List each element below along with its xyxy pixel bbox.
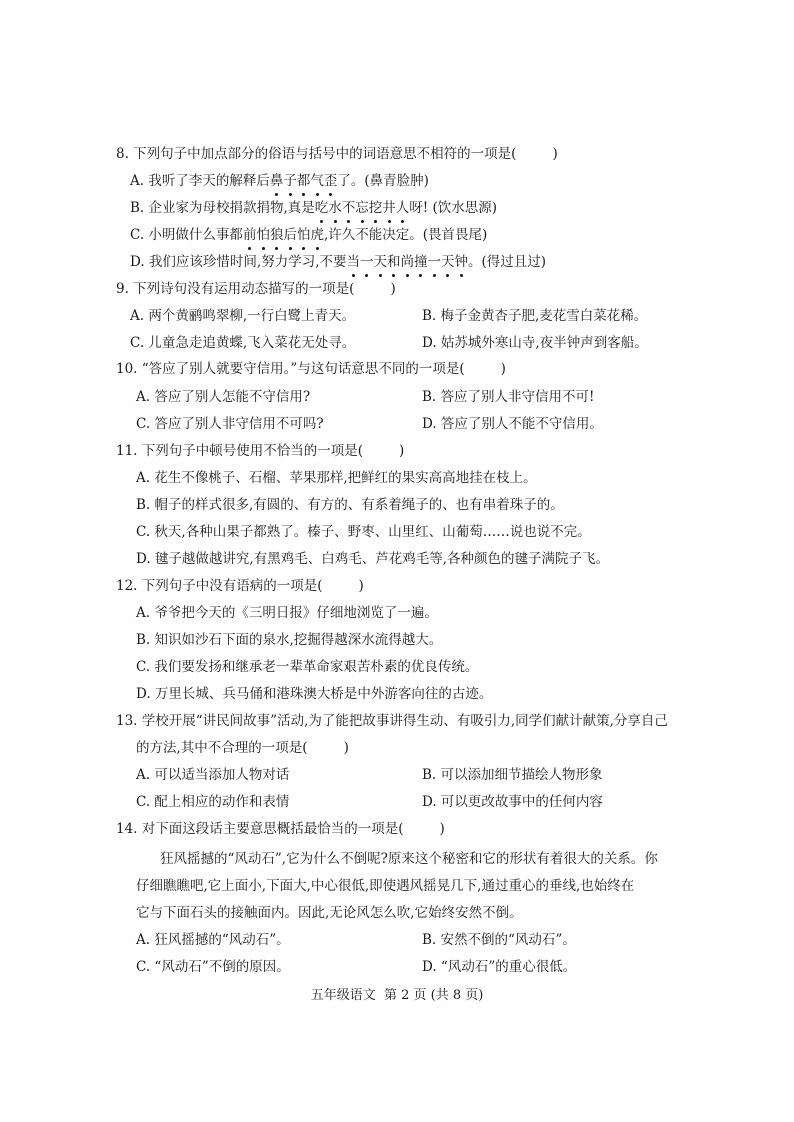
question-13-option-c: C. 配上相应的动作和表情 <box>136 794 290 810</box>
question-11-option-c: C. 秋天,各种山果子都熟了。榛子、野枣、山里红、山葡萄……说也说不完。 <box>136 524 591 540</box>
question-14-option-b: B. 安然不倒的“风动石”。 <box>422 932 576 948</box>
emphasis-char: 一 <box>360 254 374 270</box>
option-text: D. 我们应该珍惜时间,努力学习,不要 <box>130 254 347 270</box>
question-9-stem <box>116 279 396 299</box>
question-9-option-c: C. 儿童急走追黄蝶,飞入菜花无处寻。 <box>130 335 356 351</box>
question-11-option-d: D. 毽子越做越讲究,有黑鸡毛、白鸡毛、芦花鸡毛等,各种颜色的毽子满院子飞。 <box>136 551 610 567</box>
question-8-stem <box>116 144 558 164</box>
question-8-option-c <box>130 225 487 245</box>
question-11-stem <box>116 441 404 461</box>
question-14-text: 14. 对下面这段话主要意思概括最恰当的一项是( <box>116 821 404 837</box>
emphasis-char: 怕 <box>296 227 311 243</box>
question-9-text: 9. 下列诗句没有运用动态描写的一项是( <box>116 281 355 297</box>
question-9-option-d: D. 姑苏城外寒山寺,夜半钟声到客船。 <box>422 335 648 351</box>
question-8-text: 8. 下列句子中加点部分的俗语与括号中的词语意思不相符的一项是( <box>116 146 517 162</box>
dotted-phrase <box>270 173 338 189</box>
emphasis-char: 子 <box>283 173 297 189</box>
question-13-option-a: A. 可以适当添加人物对话 <box>136 767 290 783</box>
emphasis-char: 当 <box>346 254 361 270</box>
emphasis-char: 撞 <box>414 254 428 270</box>
answer-blank-12-close: ) <box>358 578 364 594</box>
question-12-option-b: B. 知识如沙石下面的泉水,挖掘得越深水流得越大。 <box>136 632 443 648</box>
emphasis-char: 天 <box>441 254 455 270</box>
emphasis-char: 井 <box>382 200 396 216</box>
question-13-stem-line2 <box>136 738 349 758</box>
question-10-option-b: B. 答应了别人非守信用不可! <box>422 389 595 405</box>
option-text: A. 我听了李天的解释后 <box>130 173 270 189</box>
emphasis-char: 钟 <box>454 254 469 270</box>
dotted-phrase <box>347 254 469 270</box>
question-10-option-c: C. 答应了别人非守信用不可吗? <box>136 416 324 432</box>
option-text: C. 小明做什么事都 <box>130 227 243 243</box>
option-text: ,许久不能决定。(畏首畏尾) <box>323 227 488 243</box>
question-10-text: 10. “答应了别人就要守信用。”与这句话意思不同的一项是( <box>116 361 465 377</box>
question-11-option-a: A. 花生不像桃子、石榴、苹果那样,把鲜红的果实高高地挂在枝上。 <box>136 470 537 486</box>
emphasis-char: 天 <box>373 254 388 270</box>
question-11-option-b: B. 帽子的样式很多,有圆的、有方的、有系着绳子的、也有串着珠子的。 <box>136 497 564 513</box>
question-10-option-a: A. 答应了别人怎能不守信用? <box>136 389 311 405</box>
emphasis-char: 一 <box>427 254 442 270</box>
question-13-text: 的方法,其中不合理的一项是( <box>136 740 308 756</box>
emphasis-char: 水 <box>328 200 342 216</box>
dotted-phrase <box>243 227 324 243</box>
question-9-option-a: A. 两个黄鹂鸣翠柳,一行白鹭上青天。 <box>130 308 356 324</box>
question-13-option-b: B. 可以添加细节描绘人物形象 <box>422 767 603 783</box>
passage-line-1: 狂风摇撼的“风动石”,它为什么不倒呢?原来这个秘密和它的形状有着很大的关系。你 <box>160 851 658 867</box>
emphasis-char: 鼻 <box>269 173 284 189</box>
emphasis-char: 尚 <box>400 254 415 270</box>
question-13-option-d: D. 可以更改故事中的任何内容 <box>422 794 603 810</box>
answer-blank-13-close: ) <box>343 740 349 756</box>
question-14-stem <box>116 819 445 839</box>
emphasis-char: 不 <box>341 200 356 216</box>
question-12-option-c: C. 我们要发扬和继承老一辈革命家艰苦朴素的优良传统。 <box>136 659 479 675</box>
question-14-option-a: A. 狂风摇撼的“风动石”。 <box>136 932 290 948</box>
emphasis-char: 人 <box>395 200 410 216</box>
question-14-option-c: C. “风动石”不倒的原因。 <box>136 959 290 975</box>
question-8-option-d <box>130 252 546 272</box>
option-text: 了。(鼻青脸肿) <box>337 173 429 189</box>
answer-blank-10-close: ) <box>500 361 506 377</box>
question-8-option-a <box>130 171 429 191</box>
question-8-option-b <box>130 198 497 218</box>
emphasis-char: 歪 <box>323 173 338 189</box>
question-13-stem-line1: 13. 学校开展“讲民间故事”活动,为了能把故事讲得生动、有吸引力,同学们献计献策,分享自己 <box>116 713 668 729</box>
question-10-stem <box>116 359 506 379</box>
answer-blank-14-close: ) <box>439 821 445 837</box>
page-footer: 五年级语文 第 2 页 (共 8 页) <box>310 988 484 1003</box>
option-text: 呀! (饮水思源) <box>409 200 498 216</box>
emphasis-char: 后 <box>283 227 297 243</box>
emphasis-char: 和 <box>387 254 401 270</box>
question-10-option-d: D. 答应了别人不能不守信用。 <box>422 416 603 432</box>
emphasis-char: 气 <box>310 173 324 189</box>
emphasis-char: 都 <box>296 173 311 189</box>
emphasis-char: 狼 <box>269 227 284 243</box>
passage-line-2: 仔细瞧瞧吧,它上面小,下面大,中心很低,即使遇风摇晃几下,通过重心的垂线,也始终在 <box>136 878 635 894</box>
question-12-text: 12. 下列句子中没有语病的一项是( <box>116 578 323 594</box>
emphasis-char: 忘 <box>355 200 369 216</box>
emphasis-char: 怕 <box>256 227 270 243</box>
passage-line-3: 它与下面石头的接触面内。因此,无论风怎么吹,它始终安然不倒。 <box>136 905 523 921</box>
question-12-option-a: A. 爷爷把今天的《三明日报》仔细地浏览了一遍。 <box>136 605 438 621</box>
option-text: B. 企业家为母校捐款捐物,真是 <box>130 200 315 216</box>
question-9-option-b: B. 梅子金黄杏子肥,麦花雪白菜花稀。 <box>422 308 648 324</box>
question-12-stem <box>116 576 364 596</box>
option-text: 。(得过且过) <box>468 254 547 270</box>
dotted-phrase <box>315 200 410 216</box>
emphasis-char: 前 <box>242 227 257 243</box>
question-12-option-d: D. 万里长城、兵马俑和港珠澳大桥是中外游客向往的古迹。 <box>136 686 493 702</box>
emphasis-char: 虎 <box>310 227 324 243</box>
answer-blank-11-close: ) <box>399 443 405 459</box>
emphasis-char: 吃 <box>314 200 329 216</box>
emphasis-char: 挖 <box>368 200 383 216</box>
answer-blank-9-close: ) <box>390 281 396 297</box>
question-11-text: 11. 下列句子中顿号使用不恰当的一项是( <box>116 443 364 459</box>
answer-blank-8-close: ) <box>552 146 558 162</box>
question-14-option-d: D. “风动石”的重心很低。 <box>422 959 577 975</box>
